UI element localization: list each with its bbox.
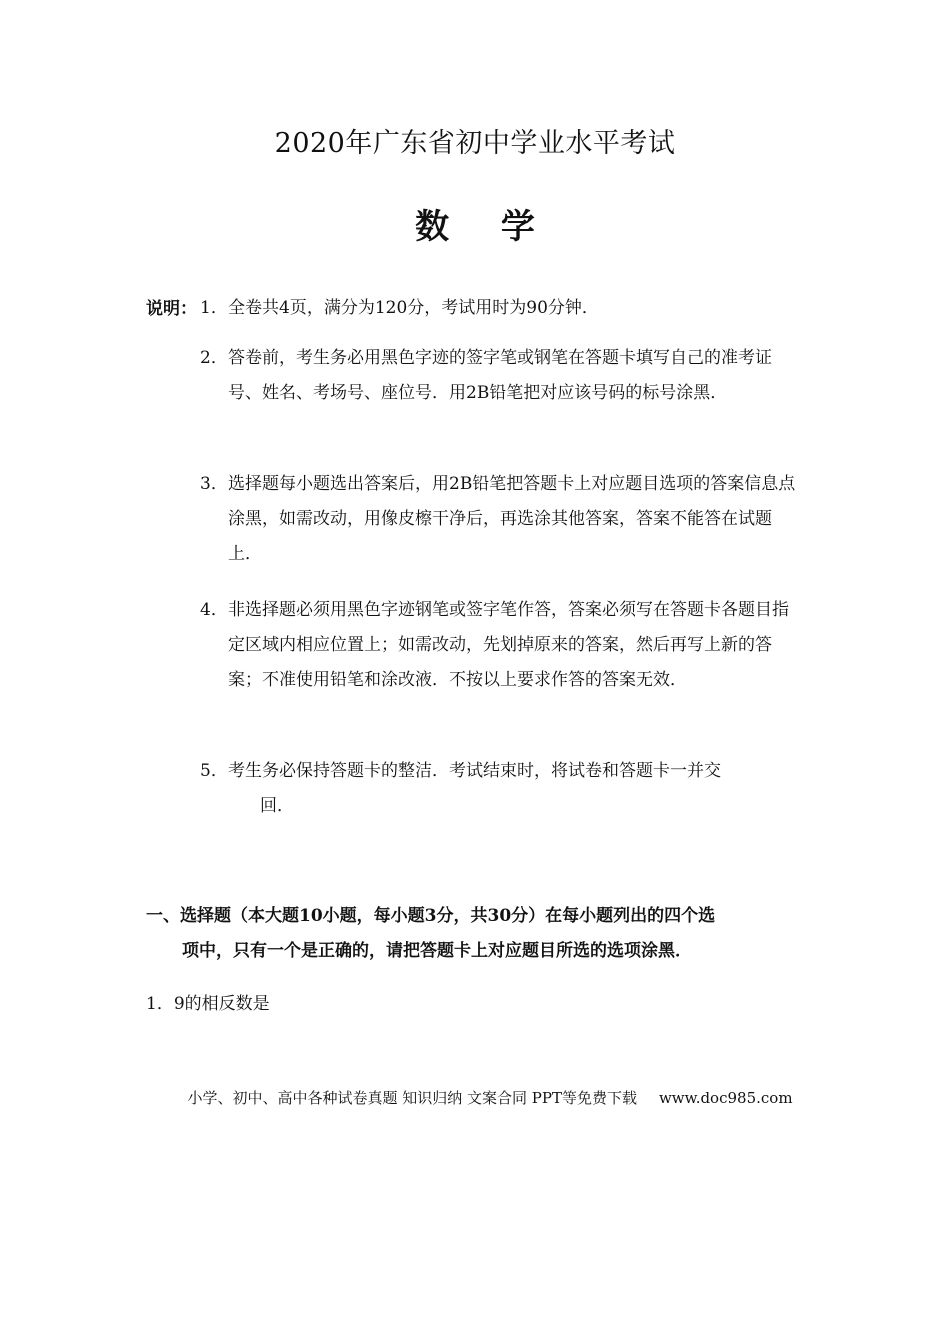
instruction-item-5 (200, 754, 804, 824)
question-1: 1．9的相反数是 (146, 994, 270, 1014)
instruction-text-tail: 回． (260, 796, 294, 816)
instruction-number: 4． (200, 600, 228, 620)
instruction-item-1 (200, 291, 804, 326)
instructions-label: 说明： (146, 299, 197, 319)
footer-url[interactable]: www.doc985.com (658, 1089, 793, 1107)
instruction-text: 非选择题必须用黑色字迹钢笔或签字笔作答，答案必须写在答题卡各题目指定区域内相应位置上；如需改动，先划掉原来的答案，然后再写上新的答案；不准使用铅笔和涂改液．不按以上要求作答的答案无效． (228, 600, 789, 690)
instruction-text: 全卷共4页，满分为120分，考试用时为90分钟． (228, 298, 599, 318)
page-footer (0, 1086, 950, 1110)
instruction-text: 选择题每小题选出答案后，用2B铅笔把答题卡上对应题目选项的答案信息点涂黑，如需改动，用像皮檫干净后，再选涂其他答案，答案不能答在试题上． (228, 474, 796, 564)
section-heading (146, 899, 808, 969)
instruction-number: 2． (200, 348, 228, 368)
instruction-item-2 (200, 341, 804, 411)
section-heading-line-1: 一、选择题（本大题10小题，每小题3分，共30分）在每小题列出的四个选 (146, 906, 716, 926)
subject-title: 数 学 (415, 207, 555, 247)
instruction-number: 1． (200, 298, 228, 318)
instruction-item-4 (200, 593, 804, 698)
instruction-item-3 (200, 467, 804, 572)
instruction-number: 3． (200, 474, 228, 494)
instruction-number: 5． (200, 761, 228, 781)
footer-text: 小学、初中、高中各种试卷真题 知识归纳 文案合同 PPT等免费下载 (187, 1089, 637, 1107)
section-heading-line-2: 项中，只有一个是正确的，请把答题卡上对应题目所选的选项涂黑． (182, 941, 692, 961)
instruction-text: 考生务必保持答题卡的整洁．考试结束时，将试卷和答题卡一并交 (228, 761, 721, 781)
instruction-text: 答卷前，考生务必用黑色字迹的签字笔或钢笔在答题卡填写自己的准考证号、姓名、考场号、座位号．用2B铅笔把对应该号码的标号涂黑． (228, 348, 772, 403)
exam-title: 2020年广东省初中学业水平考试 (274, 128, 676, 159)
